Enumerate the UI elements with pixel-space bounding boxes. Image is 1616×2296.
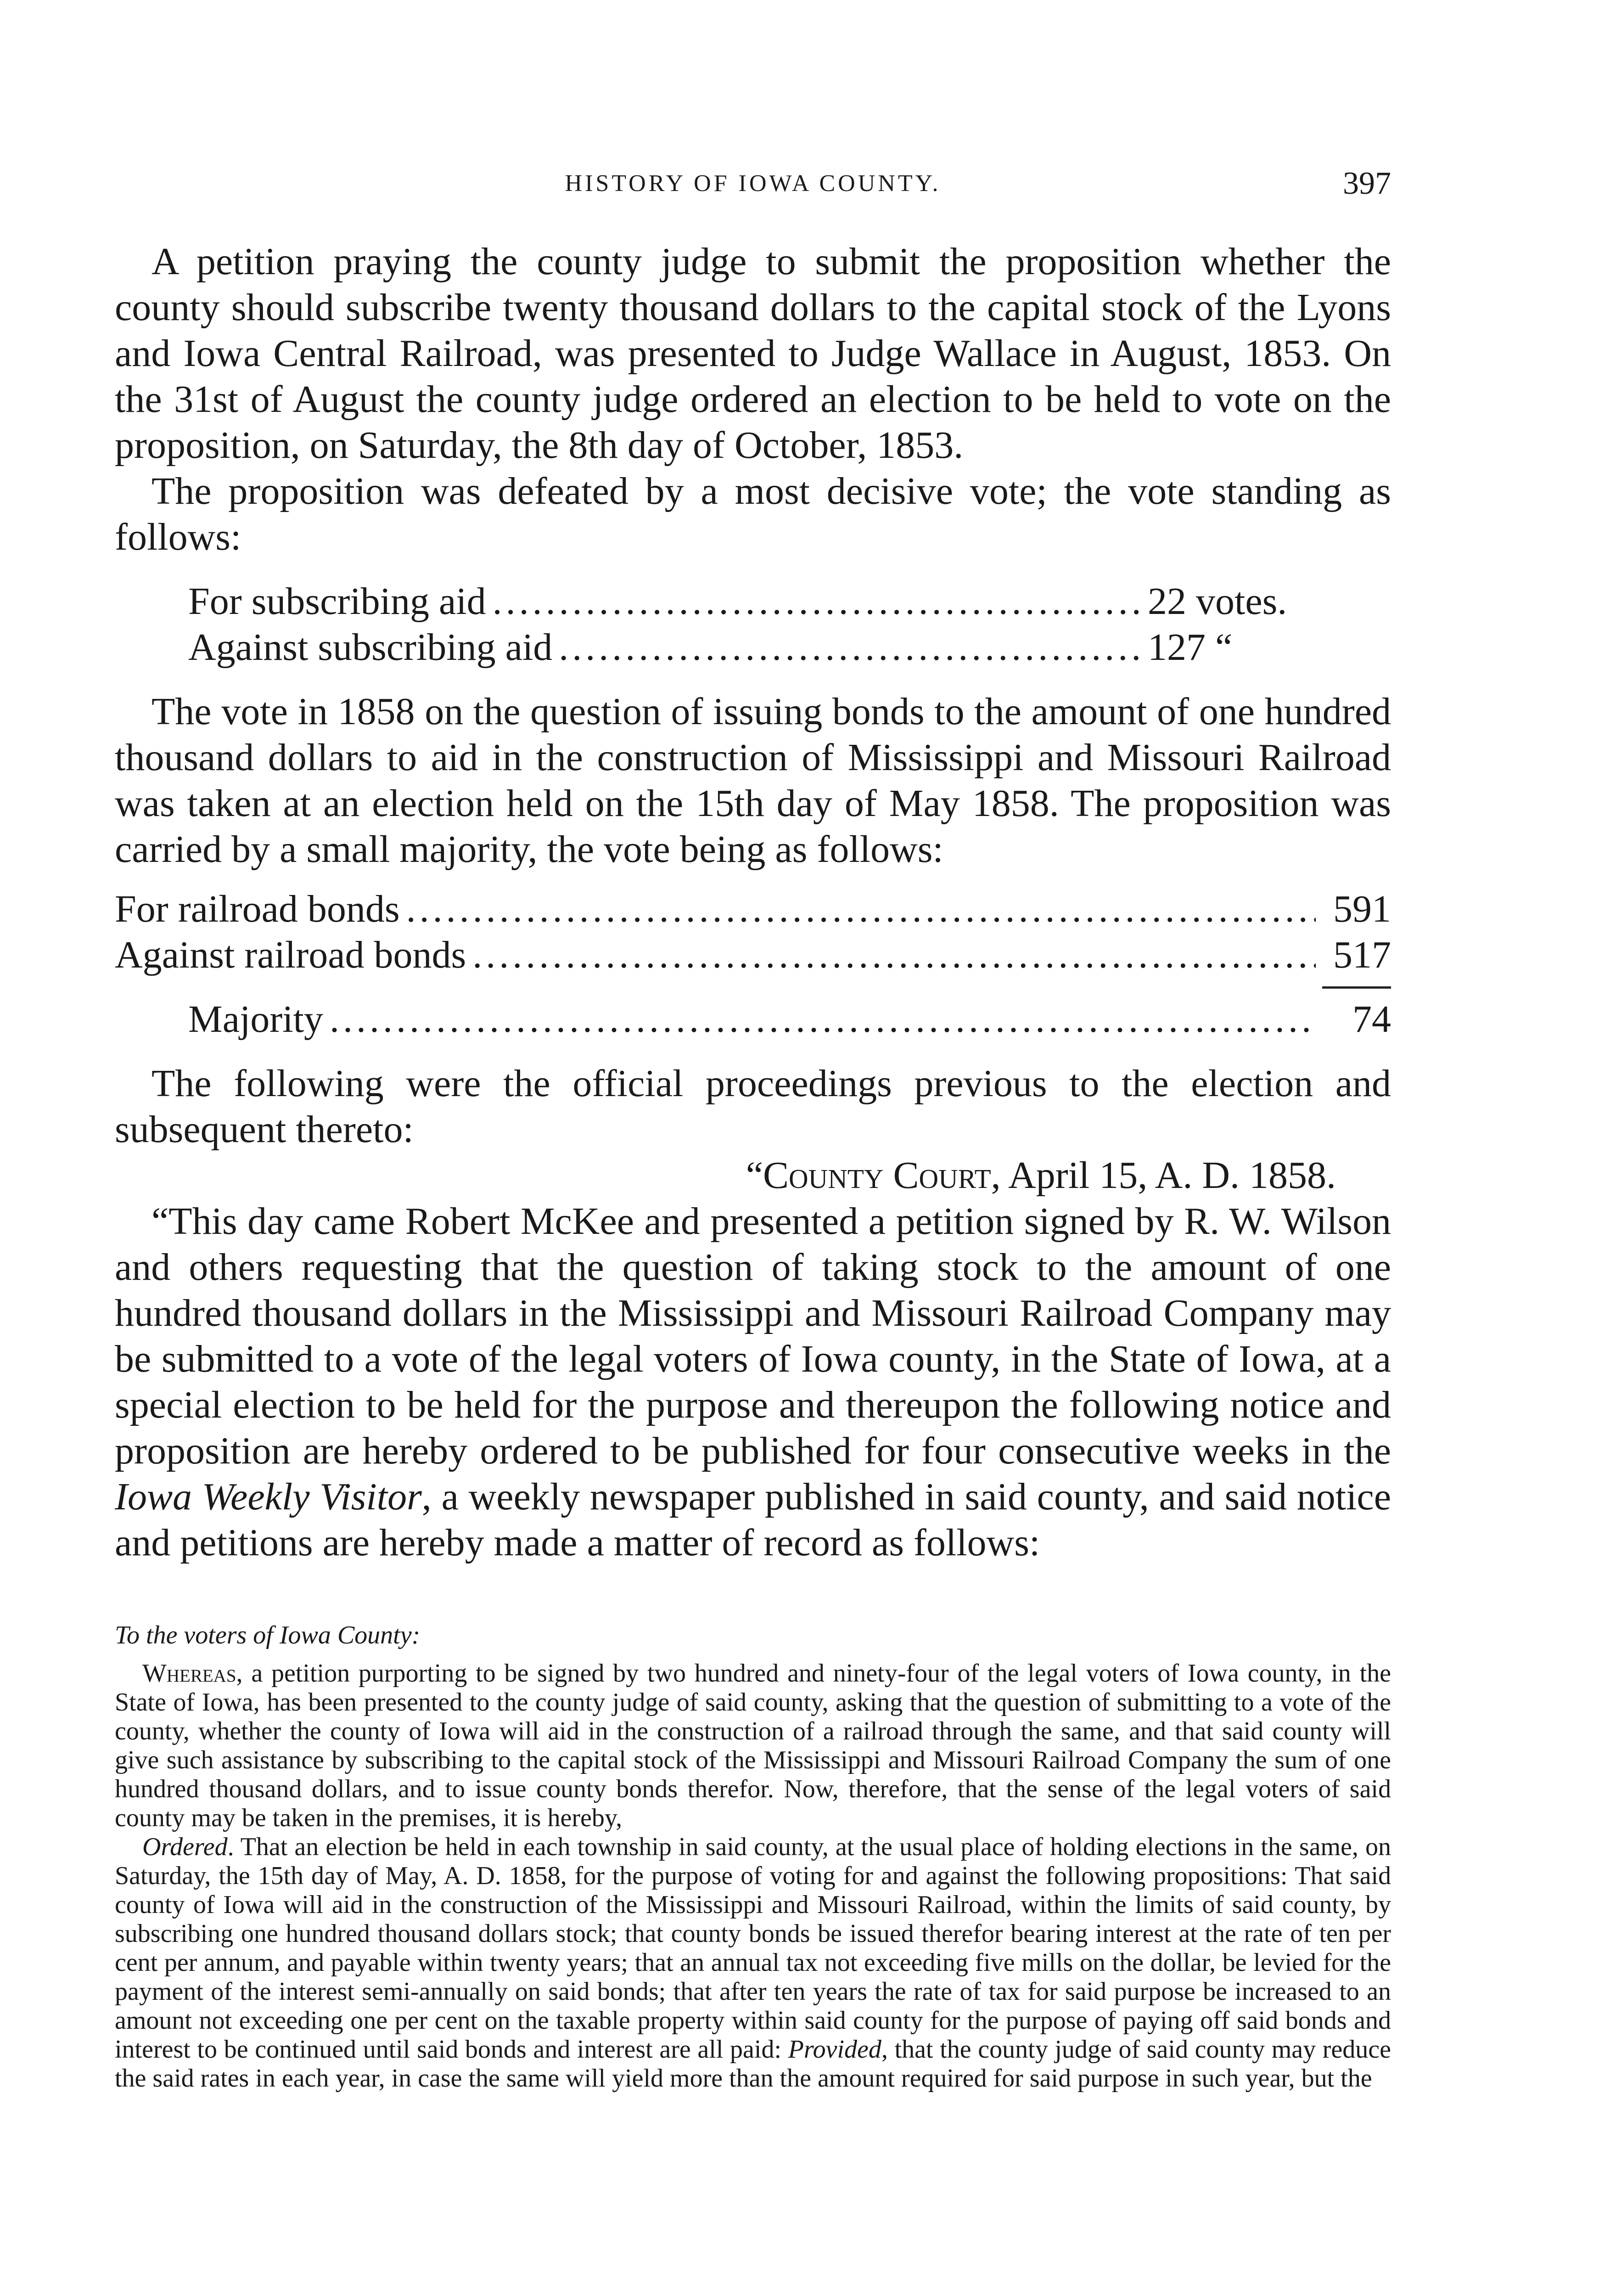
leader-dots [559,625,1141,670]
vote-count: 127 “ [1148,626,1233,669]
vote-label: For subscribing aid [188,580,486,623]
main-text [115,239,1391,2093]
majority-count: 74 [1352,998,1391,1041]
court-open-quote: “ [746,1154,763,1197]
court-dateline [115,1153,1391,1199]
vote-count: 22 votes. [1148,580,1287,623]
paragraph-mckee-petition [115,1199,1391,1566]
page-header [115,165,1391,207]
vote-row-majority [115,996,1391,1042]
vote-row-against [188,625,1299,670]
notice-whereas [115,1659,1391,1833]
ordered-text: . That an election be held in each township in said county, at the usual place of holding elections in the same, on Saturday, the 15th day of May, A. D. 1858, for the purpose of voting for and against the following propositions: That said county of Iowa will aid in the construction of the Mississippi and Missouri Railroad, within the limits of said county, by subscribing one hundred thousand dollars stock; that county bonds be issued therefor bearing interest at the rate of ten per cent per annum, and payable within twenty years; that an annual tax not exceeding five mills on the dollar, be levied for the payment of the interest semi-annually on said bonds; that after ten years the rate of tax for said purpose be increased to an amount not exceeding one per cent on the taxable property within said county for the purpose of paying off said bonds and interest to be continued until said bonds and interest are all paid: [115,1833,1391,2064]
court-date: , April 15, A. D. 1858. [991,1154,1336,1197]
notice-ordered [115,1833,1391,2093]
page-number: 397 [1343,166,1391,201]
sum-rule [1322,986,1391,989]
paragraph-petition-1853: A petition praying the county judge to submit the proposition whether the county should subscribe twenty thousand dollars to the capital stock of the Lyons and Iowa Central Railroad, was presented to Judge Wallace in August, 1853. On the 31st of August the county judge ordered an election to be held to vote on the proposition, on Saturday, the 8th day of October, 1853. [115,240,1391,467]
petition-text-start: “This day came Robert McKee and presented a petition signed by R. W. Wilson and others requesting that the question of taking stock to the amount of one hundred thousand dollars in the Mississippi and Missouri Railroad Company may be submitted to a vote of the legal voters of Iowa county, in the State of Iowa, at a special election to be held for the purpose and thereupon the following notice and proposition are hereby ordered to be published for four consecutive weeks in the [115,1200,1391,1472]
vote-table-1853 [115,579,1299,670]
provided-word: Provided [788,2035,881,2064]
leader-dots [406,886,1316,932]
court-name: County Court [763,1154,991,1197]
vote-row-for [188,579,1299,625]
whereas-text: , a petition purporting to be signed by two hundred and ninety-four of the legal voters of Iowa county, in the State of Iowa, has been presented to the county judge of said county, asking that the question of submitting to a vote of the county, whether the county of Iowa will aid in the construction of a railroad through the same, and that said county will give such assistance by subscribing to the capital stock of the Mississippi and Missouri Railroad Company the sum of one hundred thousand dollars, and to issue county bonds therefor. Now, therefore, that the sense of the legal voters of said county may be taken in the premises, it is hereby, [115,1659,1391,1832]
vote-count: 517 [1333,934,1391,976]
leader-dots [472,932,1316,978]
ordered-word: Ordered [142,1833,228,1861]
provided-text: , that the county judge of said county may reduce the said rates in each year, in case the same will yield more than the amount required for said purpose in such year, but the [115,2035,1391,2093]
paragraph-vote-1858: The vote in 1858 on the question of issuing bonds to the amount of one hundred thousand dollars to aid in the construction of Mississippi and Missouri Railroad was taken at an election held on the 15th day of May 1858. The proposition was carried by a small majority, the vote being as follows: [115,690,1391,871]
vote-label: Against subscribing aid [188,626,553,669]
vote-row-against-bonds [115,932,1391,978]
majority-label: Majority [188,998,323,1041]
paragraph-vote-result: The proposition was defeated by a most decisive vote; the vote standing as follows: [115,470,1391,558]
whereas-word: Whereas [142,1659,236,1688]
sum-rule-row [115,978,1391,996]
leader-dots [493,579,1141,625]
newspaper-title: Iowa Weekly Visitor [115,1475,422,1518]
vote-table-1858 [115,886,1391,1042]
vote-row-for-bonds [115,886,1391,932]
petition-text-end: , a weekly newspaper published in said county, and said notice and petitions are hereby made a matter of record as follows: [115,1475,1391,1564]
leader-dots [330,996,1316,1042]
running-title: HISTORY OF IOWA COUNTY. [565,170,941,197]
vote-count: 591 [1333,888,1391,930]
vote-label: Against railroad bonds [115,934,466,976]
paragraph-proceedings: The following were the official proceedings previous to the election and subsequent thereto: [115,1062,1391,1151]
notice-address: To the voters of Iowa County: [115,1621,421,1649]
vote-label: For railroad bonds [115,888,400,930]
